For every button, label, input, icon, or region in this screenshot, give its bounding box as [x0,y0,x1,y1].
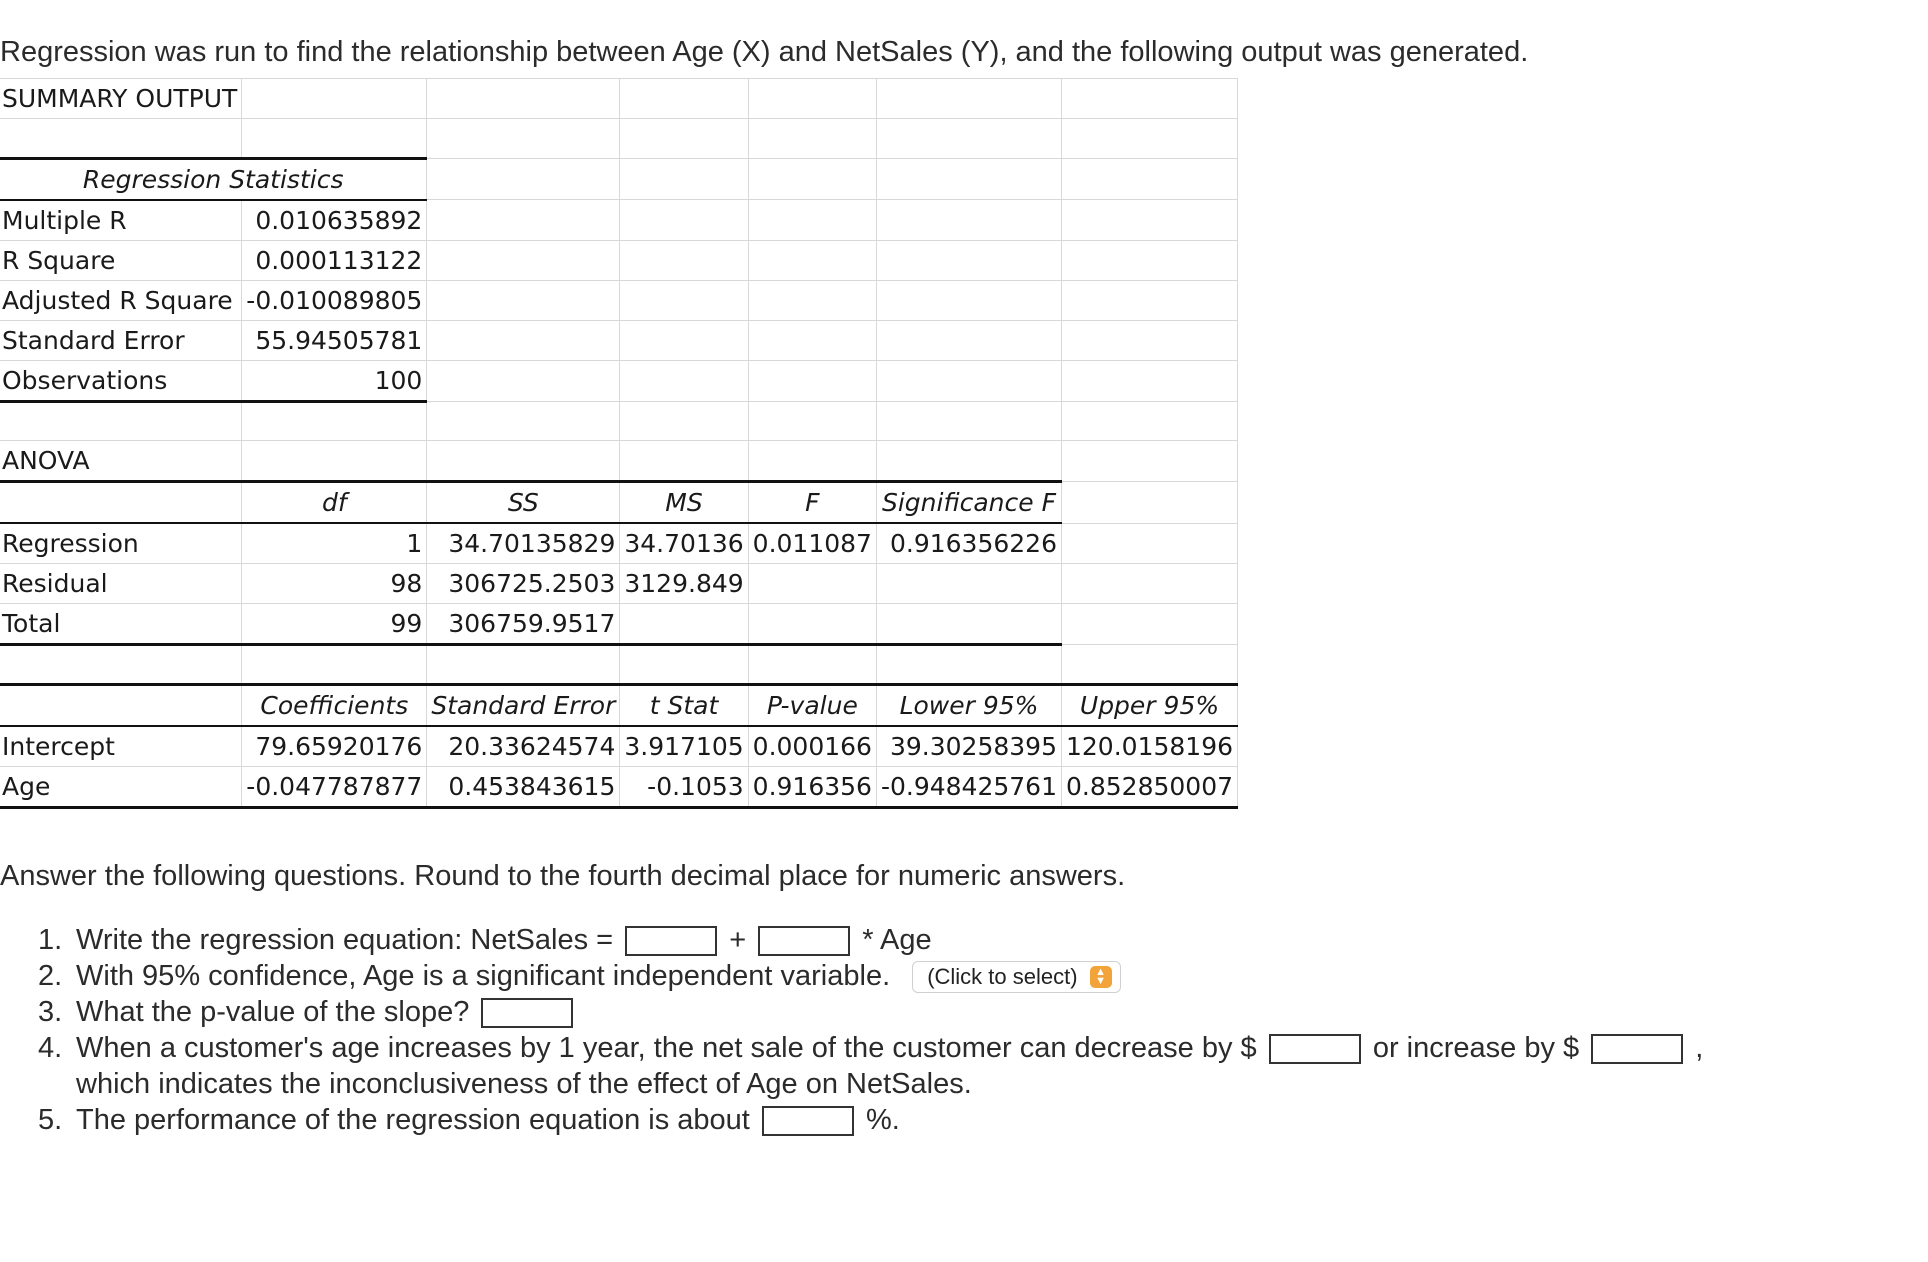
coef-label: Age [0,766,242,807]
regression-statistics-header: Regression Statistics [0,158,427,200]
question-text: When a customer's age increases by 1 year, the net sale of the customer can decrease by $ [76,1032,1257,1064]
up-down-chevron-icon: ▲ ▼ [1090,966,1112,988]
coef-header-row [0,684,1238,726]
question-tail: * Age [862,924,932,956]
stat-value: 0.000113122 [242,240,427,280]
anova-f [748,604,876,645]
anova-ss: 34.70135829 [427,523,620,564]
stat-row [0,360,1238,401]
anova-df: 1 [242,523,427,564]
coef-standard-error: 0.453843615 [427,766,620,807]
intro-text: Regression was run to find the relationship between Age (X) and NetSales (Y), and the following output was generated. [0,36,1529,68]
summary-output-table [0,78,1238,809]
coef-p-value: 0.916356 [748,766,876,807]
stat-label: Standard Error [0,320,242,360]
stat-value: 0.010635892 [242,200,427,241]
plus-sign: + [729,924,747,956]
anova-ss: 306725.2503 [427,564,620,604]
question-5 [38,1102,1703,1138]
coef-t-stat: -0.1053 [620,766,748,807]
question-list [38,922,1703,1138]
coef-upper-95: 0.852850007 [1062,766,1238,807]
anova-header-df: df [242,482,427,524]
anova-f [748,564,876,604]
coef-upper-95: 120.0158196 [1062,726,1238,767]
question-text: The performance of the regression equation is about [76,1104,750,1136]
slope-answer-input[interactable] [758,926,850,956]
coef-label: Intercept [0,726,242,767]
stat-value: -0.010089805 [242,280,427,320]
question-4 [38,1030,1703,1102]
stat-label: Observations [0,360,242,401]
p-value-answer-input[interactable] [481,998,573,1028]
anova-df: 98 [242,564,427,604]
coef-lower-95: -0.948425761 [876,766,1061,807]
question-tail: %. [865,1104,900,1136]
anova-row [0,604,1238,645]
stat-row [0,280,1238,320]
anova-df: 99 [242,604,427,645]
question-number: 1. [38,924,63,956]
question-number: 4. [38,1032,63,1064]
question-mid-text: or increase by $ [1372,1032,1580,1064]
question-text: Write the regression equation: NetSales = [76,924,614,956]
question-continuation: which indicates the inconclusiveness of the effect of Age on NetSales. [76,1068,972,1100]
coef-standard-error: 20.33624574 [427,726,620,767]
answer-instructions: Answer the following questions. Round to the fourth decimal place for numeric answers. [0,860,1126,892]
question-text: With 95% confidence, Age is a significant independent variable. [76,960,891,992]
question-number: 2. [38,960,63,992]
anova-ms: 34.70136 [620,523,748,564]
stat-row [0,320,1238,360]
anova-significance-f [876,564,1061,604]
coef-header-lower-95: Lower 95% [876,684,1061,726]
significance-select[interactable] [912,961,1120,993]
anova-header-f: F [748,482,876,524]
coef-header-coefficients: Coefficients [242,684,427,726]
coef-header-upper-95: Upper 95% [1062,684,1238,726]
coef-row [0,726,1238,767]
decrease-answer-input[interactable] [1269,1034,1361,1064]
select-label: (Click to select) [927,964,1078,990]
summary-title: SUMMARY OUTPUT [0,79,242,119]
anova-ms [620,604,748,645]
anova-significance-f [876,604,1061,645]
stat-row [0,200,1238,241]
question-3 [38,994,1703,1030]
stat-label: R Square [0,240,242,280]
stat-label: Multiple R [0,200,242,241]
coef-row [0,766,1238,807]
anova-row [0,564,1238,604]
stat-label: Adjusted R Square [0,280,242,320]
coef-header-t-stat: t Stat [620,684,748,726]
coef-value: -0.047787877 [242,766,427,807]
coef-p-value: 0.000166 [748,726,876,767]
stat-value: 100 [242,360,427,401]
anova-label: Residual [0,564,242,604]
anova-title: ANOVA [0,441,242,482]
anova-label: Regression [0,523,242,564]
coef-lower-95: 39.30258395 [876,726,1061,767]
anova-header-significance-f: Significance F [876,482,1061,524]
coef-value: 79.65920176 [242,726,427,767]
anova-ms: 3129.849 [620,564,748,604]
coef-t-stat: 3.917105 [620,726,748,767]
anova-label: Total [0,604,242,645]
question-2 [38,958,1703,994]
performance-answer-input[interactable] [762,1106,854,1136]
stat-value: 55.94505781 [242,320,427,360]
intercept-answer-input[interactable] [625,926,717,956]
question-text: What the p-value of the slope? [76,996,470,1028]
anova-significance-f: 0.916356226 [876,523,1061,564]
stat-row [0,240,1238,280]
anova-f: 0.011087 [748,523,876,564]
anova-ss: 306759.9517 [427,604,620,645]
coef-header-standard-error: Standard Error [427,684,620,726]
anova-row [0,523,1238,564]
increase-answer-input[interactable] [1591,1034,1683,1064]
comma: , [1695,1032,1704,1064]
question-number: 5. [38,1104,63,1136]
anova-header-ms: MS [620,482,748,524]
coef-header-p-value: P-value [748,684,876,726]
anova-header-row [0,482,1238,524]
anova-header-ss: SS [427,482,620,524]
question-1 [38,922,1703,958]
question-number: 3. [38,996,63,1028]
